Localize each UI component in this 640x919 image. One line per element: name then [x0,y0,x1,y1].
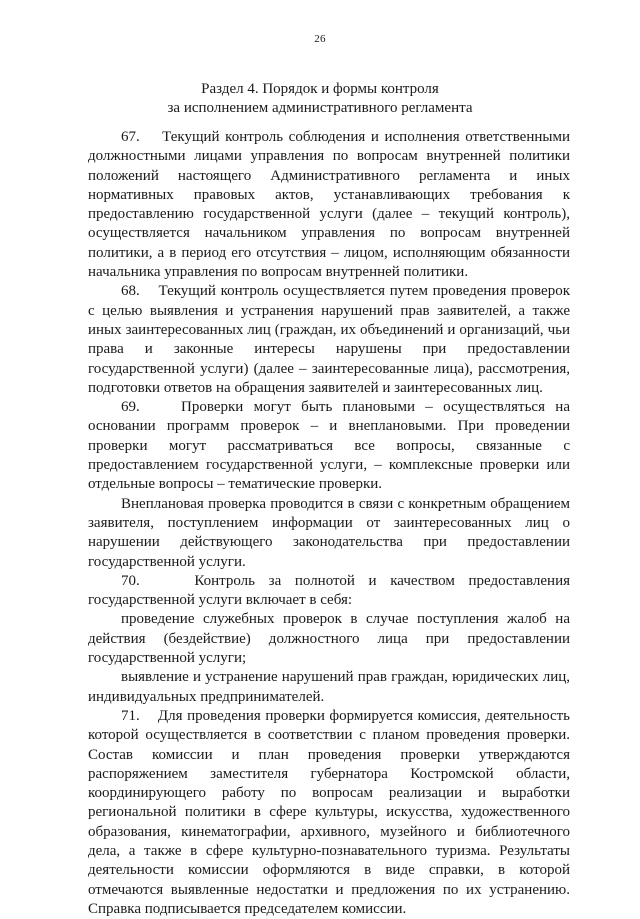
section-title-line-2: за исполнением административного регламента [167,100,473,116]
paragraph-68: 68. Текущий контроль осуществляется путем проведения проверок с целью выявления и устранения нарушений прав заявителей, а также иных заинтересованных лиц (граждан, их объединений и организаций, чьи права и законные интересы нарушены при предоставлении государственной услуги) (далее – заинтересованные лица), рассмотрения, подготовки ответов на обращения заявителей и заинтересованных лиц. [88,283,570,396]
paragraph-71: 71. Для проведения проверки формируется комиссия, деятельность которой осуществляется в соответствии с планом проведения проверки. Состав комиссии и план проведения проверки утверждаются распоряжением заместителя губернатора Костромской области, координирующего работу по вопросам реализации и выработки региональной политики в сфере культуры, искусства, художественного образования, кинематографии, архивного, музейного и библиотечного дела, а также в сфере культурно-познавательного туризма. Результаты деятельности комиссии оформляются в виде справки, в которой отмечаются выявленные недостатки и предложения по их устранению. Справка подписывается председателем комиссии. [88,707,570,917]
paragraph-70-item-1: проведение служебных проверок в случае поступления жалоб на действия (бездействие) должностного лица при предоставлении государственной услуги; [88,611,570,667]
body-text [88,128,570,919]
section-title [0,80,640,118]
page-number: 26 [314,33,326,45]
paragraph-67: 67. Текущий контроль соблюдения и исполнения ответственными должностными лицами управления по вопросам внутренней политики положений настоящего Административного регламента и иных нормативных правовых актов, устанавливающих требования к предоставлению государственной услуги (далее – текущий контроль), осуществляется начальником управления по вопросам внутренней политики, а в период его отсутствия – лицом, исполняющим обязанности начальника управления по вопросам внутренней политики. [88,129,570,281]
paragraph-unscheduled-inspection: Внеплановая проверка проводится в связи с конкретным обращением заявителя, поступлением информации от заинтересованных лиц о нарушении действующего законодательства при предоставлении государственной услуги. [88,495,570,570]
paragraph-69: 69. Проверки могут быть плановыми – осуществляться на основании программ проверок – и внеплановыми. При проведении проверки могут рассматриваться все вопросы, связанные с предоставлением государственной услуги, – комплексные проверки или отдельные вопросы – тематические проверки. [88,399,570,493]
paragraph-70: 70. Контроль за полнотой и качеством предоставления государственной услуги включает в себя: [88,572,570,609]
section-title-line-1: Раздел 4. Порядок и формы контроля [201,81,439,97]
paragraph-70-item-2: выявление и устранение нарушений прав граждан, юридических лиц, индивидуальных предпринимателей. [88,669,570,705]
